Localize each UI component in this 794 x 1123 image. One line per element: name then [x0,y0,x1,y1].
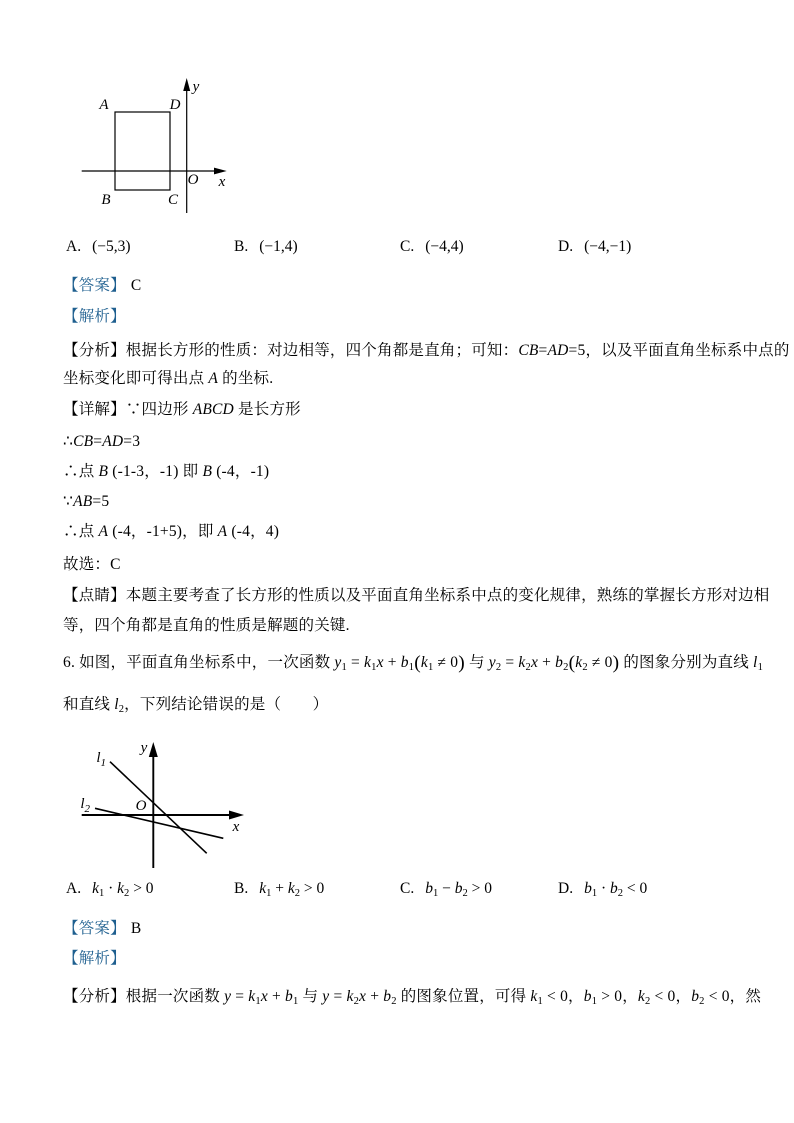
q5-option-b-value: (−1,4) [259,238,298,255]
q5-option-c [400,238,464,256]
q6-option-c-value: $b_1 - b_2 > 0$ [425,880,492,900]
q5-remark-line-1: 【点睛】本题主要考查了长方形的性质以及平面直角坐标系中点的变化规律，熟练的掌握长方形对边相 [63,587,770,604]
q5-detail-line-3: ∴点 B (-1-3，-1) 即 B (-4，-1) [63,463,270,480]
q5-options-row [0,238,794,264]
q5-option-a-value: (−5,3) [92,238,131,255]
q5-remark-line-2: 等，四个角都是直角的性质是解题的关键. [63,617,350,634]
q6-option-c-key: C. [400,880,415,897]
figure1-label-O: O [187,172,199,188]
figure1-label-B: B [101,192,111,208]
q6-option-d [558,880,647,899]
q6-option-c [400,880,492,899]
figure1-label-x: x [218,174,226,190]
figure2-label-l1: $l_1$ [96,750,106,769]
figure1-rectangle [115,112,170,190]
q6-option-a-value: $k_1 \cdot k_2 > 0$ [92,880,154,900]
figure2-label-l2: $l_2$ [80,796,90,815]
q5-option-a [66,238,131,256]
figure1-rectangle-coordinate-plane [60,70,310,230]
q6-stem-line-1: 6. 如图，平面直角坐标系中，一次函数 $y_1 = k_1x + b_1(k_1 \ne 0)$ 与 $y_2 = k_2x + b_2(k_2 \ne 0)$ 的图象分别为直线 $l_1$ [63,652,764,674]
figure2-label-O: O [135,798,147,814]
q5-detail-line-4: ∵AB=5 [63,493,110,510]
q6-option-a-key: A. [66,880,82,897]
q5-jiexi-line [63,306,126,328]
figure1-label-C: C [167,192,179,208]
figure2-lines-coordinate-plane [60,730,280,880]
q5-option-d-value: (−4,−1) [584,238,632,255]
figure2-label-x: x [232,819,240,835]
figure1-label-A: A [99,97,109,113]
q5-detail-line-2: ∴CB=AD=3 [63,433,141,450]
q5-option-d [558,238,631,256]
figure1-y-axis-arrow [183,78,190,91]
q5-answer-label: 【答案】 [63,277,126,294]
q6-answer-value: B [130,920,142,937]
figure2-line-l1 [110,762,207,854]
figure1-label-y: y [192,79,200,95]
q5-option-c-key: C. [400,238,415,255]
q5-analysis-line-1: 【分析】根据长方形的性质：对边相等，四个角都是直角；可知：CB=AD=5，以及平面直角坐标系中点的 [63,342,790,359]
q5-answer-value: C [130,277,142,294]
figure2-y-axis-arrow [149,742,158,757]
q6-answer-label: 【答案】 [63,920,126,937]
q6-options-row [0,880,794,906]
q6-stem-line-2: 和直线 $l_2$，下列结论错误的是（ ） [63,696,329,716]
q5-detail-line-5: ∴点 A (-4，-1+5)，即 A (-4，4) [63,523,280,540]
figure2-line-l2 [95,808,223,838]
q6-answer-line [63,918,141,940]
q5-option-d-key: D. [558,238,574,255]
q6-option-d-value: $b_1 \cdot b_2 < 0$ [584,880,648,900]
q5-detail-line-1: 【详解】∵四边形 ABCD 是长方形 [63,401,301,418]
q5-conclusion-line: 故选：C [63,556,121,573]
q6-option-b [234,880,324,899]
q5-analysis-line-2: 坐标变化即可得出点 A 的坐标. [63,370,274,387]
q5-option-a-key: A. [66,238,82,255]
q6-analysis-line-1: 【分析】根据一次函数 $y = k_1x + b_1$ 与 $y = k_2x + b_2$ 的图象位置，可得 $k_1 < 0$，$b_1 > 0$，$k_2 < 0$，$b_2 < 0$，然 [63,988,762,1008]
q5-option-c-value: (−4,4) [425,238,464,255]
q5-answer-line [63,275,141,297]
q6-option-a [66,880,154,899]
q5-option-b [234,238,298,256]
q6-option-d-key: D. [558,880,574,897]
q6-option-b-value: $k_1 + k_2 > 0$ [259,880,325,900]
q6-jiexi-line [63,948,126,970]
q6-jiexi-label: 【解析】 [63,950,126,967]
q5-jiexi-label: 【解析】 [63,308,126,325]
figure1-label-D: D [169,97,181,113]
q6-option-b-key: B. [234,880,249,897]
q5-option-b-key: B. [234,238,249,255]
figure2-label-y: y [140,740,148,756]
